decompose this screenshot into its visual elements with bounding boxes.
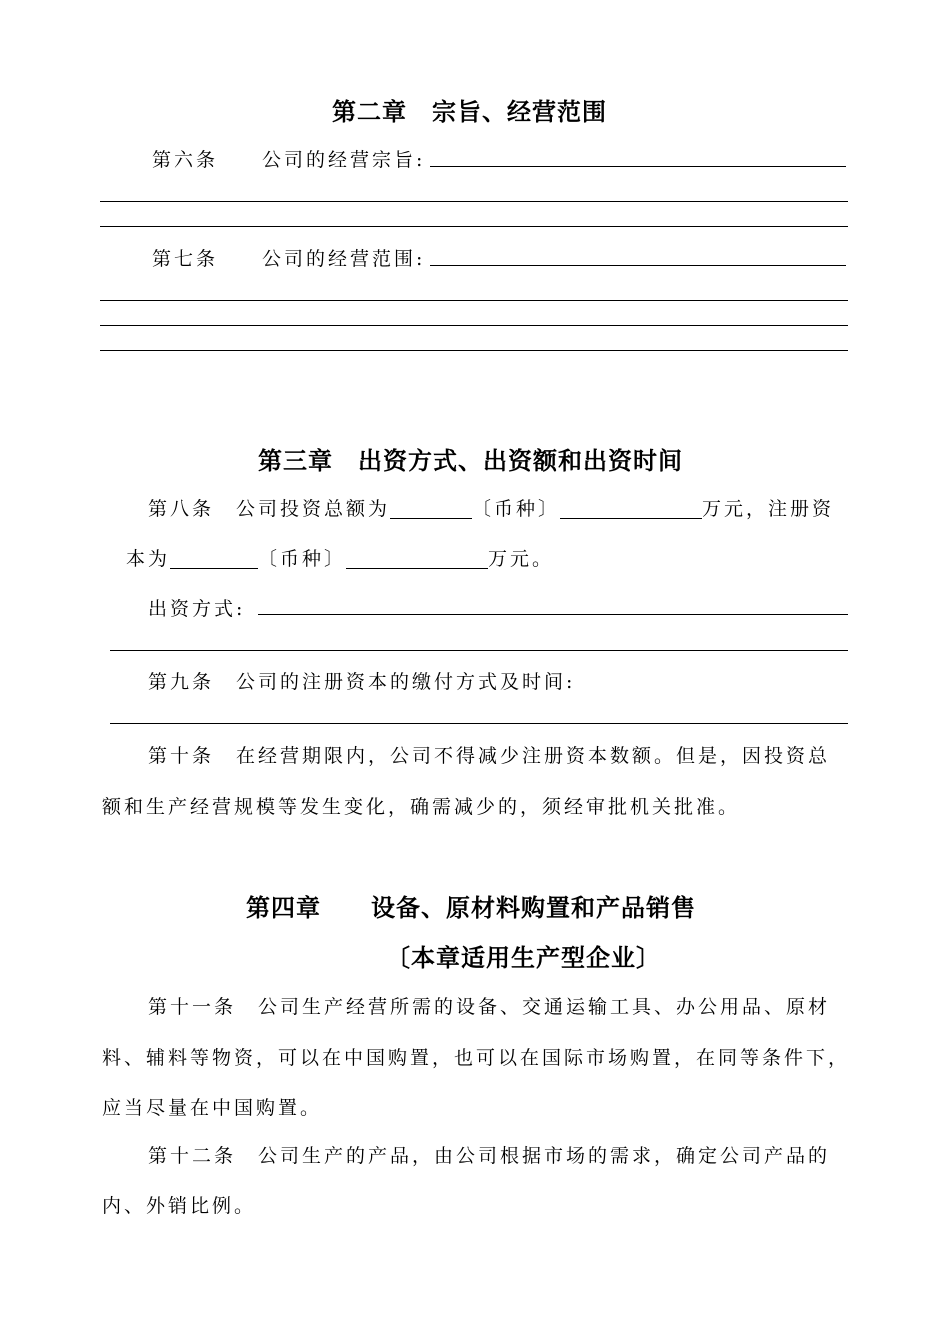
chapter-4-subtitle: 〔本章适用生产型企业〕 — [386, 944, 661, 972]
blank-field — [390, 498, 472, 519]
article-10-line-2: 额和生产经营规模等发生变化，确需减少的，须经审批机关批准。 — [102, 796, 741, 818]
article-8-text: 第八条 公司投资总额为 — [148, 498, 391, 520]
blank-line — [430, 265, 846, 266]
blank-line — [100, 226, 848, 227]
blank-line — [100, 201, 848, 202]
article-6-text: 第六条 公司的经营宗旨: — [152, 149, 426, 171]
article-12-line-2: 内、外销比例。 — [102, 1195, 257, 1217]
article-12-line-1: 第十二条 公司生产的产品，由公司根据市场的需求，确定公司产品的 — [148, 1145, 831, 1167]
article-8-text-end: 万元。 — [488, 548, 555, 570]
article-8-text-cont: 本为 — [126, 548, 171, 570]
blank-line — [110, 723, 848, 724]
blank-line — [258, 614, 848, 615]
article-11-line-1: 第十一条 公司生产经营所需的设备、交通运输工具、办公用品、原材 — [148, 996, 831, 1018]
article-7-text: 第七条 公司的经营范围: — [152, 248, 426, 270]
blank-line — [100, 325, 848, 326]
blank-line — [100, 350, 848, 351]
currency-label: 〔币种〕 — [472, 498, 561, 520]
blank-field — [346, 548, 488, 569]
article-8-line-1 — [148, 494, 834, 521]
chapter-4-title: 第四章 设备、原材料购置和产品销售 — [246, 894, 696, 922]
blank-line — [110, 650, 848, 651]
blank-line — [100, 300, 848, 301]
currency-label: 〔币种〕 — [258, 548, 347, 570]
article-11-line-2: 料、辅料等物资，可以在中国购置，也可以在国际市场购置，在同等条件下， — [102, 1047, 851, 1069]
article-10-line-1: 第十条 在经营期限内，公司不得减少注册资本数额。但是，因投资总 — [148, 745, 831, 767]
chapter-3-title: 第三章 出资方式、出资额和出资时间 — [258, 447, 683, 475]
article-9-text: 第九条 公司的注册资本的缴付方式及时间: — [148, 671, 576, 693]
article-8-line-2 — [126, 544, 554, 571]
article-11-line-3: 应当尽量在中国购置。 — [102, 1097, 323, 1119]
blank-field — [560, 498, 702, 519]
chapter-2-title: 第二章 宗旨、经营范围 — [332, 98, 607, 126]
blank-field — [170, 548, 258, 569]
blank-line — [430, 166, 846, 167]
contribution-method-label: 出资方式: — [148, 598, 246, 620]
article-8-text-cont: 万元，注册资 — [702, 498, 835, 520]
